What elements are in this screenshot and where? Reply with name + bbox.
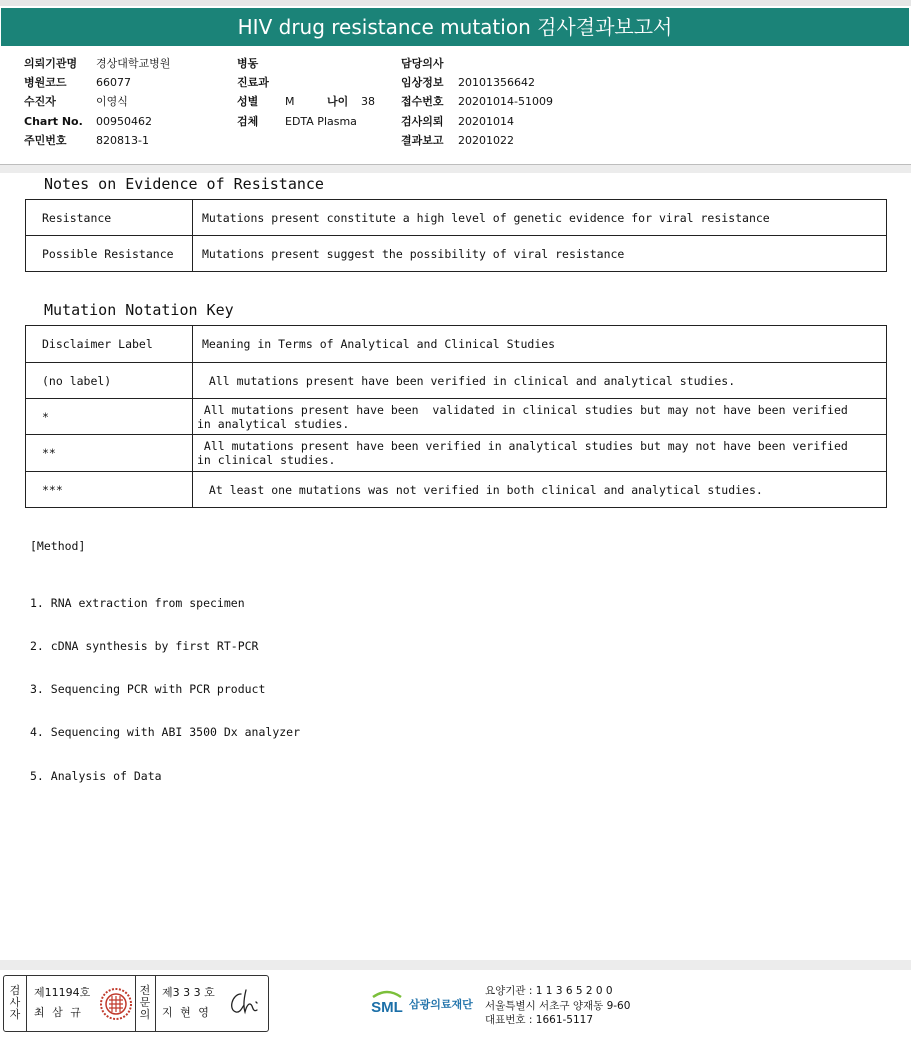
tester-license: 제11194호 bbox=[34, 986, 91, 999]
specialist-role: 전 문 의 bbox=[139, 984, 151, 1021]
header-separator bbox=[0, 164, 911, 173]
info-row bbox=[401, 131, 553, 150]
tester-name: 최 삼 규 bbox=[34, 1006, 83, 1019]
info-value: 이영식 bbox=[96, 95, 128, 109]
info-value: 20201014-51009 bbox=[458, 95, 553, 109]
logo-text: SML bbox=[371, 999, 403, 1016]
method-step: 3. Sequencing PCR with PCR product bbox=[30, 682, 266, 697]
footer-separator bbox=[0, 960, 911, 970]
info-label: 의뢰기관명 bbox=[24, 57, 78, 70]
notes-label-cell: Resistance bbox=[26, 200, 193, 236]
handwritten-signature bbox=[226, 988, 264, 1018]
notes-text-cell: Mutations present constitute a high level of genetic evidence for viral resistance bbox=[193, 200, 887, 236]
info-label: 임상정보 bbox=[401, 76, 444, 90]
top-border bbox=[0, 0, 911, 6]
info-label: 주민번호 bbox=[24, 133, 67, 147]
divider bbox=[26, 976, 27, 1031]
key-heading: Mutation Notation Key bbox=[44, 301, 234, 319]
key-text-cell: All mutations present have been verified in clinical and analytical studies. bbox=[193, 363, 887, 399]
info-label: 진료과 bbox=[237, 76, 269, 90]
contact-line: 대표번호 : 1661-5117 bbox=[485, 1014, 594, 1026]
info-row bbox=[24, 54, 170, 73]
tester-role: 검 사 자 bbox=[9, 984, 21, 1021]
specialist-license: 제3 3 3 호 bbox=[162, 986, 215, 999]
info-value: 00950462 bbox=[96, 114, 152, 128]
table-row bbox=[26, 236, 887, 272]
key-label-cell: (no label) bbox=[26, 363, 193, 399]
age-value: 38 bbox=[361, 95, 375, 109]
info-label: 접수번호 bbox=[401, 95, 444, 109]
report-title: HIV drug resistance mutation 검사결과보고서 bbox=[1, 8, 909, 46]
notes-heading: Notes on Evidence of Resistance bbox=[44, 175, 324, 193]
info-value: 66077 bbox=[96, 76, 131, 90]
info-label: 담당의사 bbox=[401, 57, 444, 70]
info-value: 경상대학교병원 bbox=[96, 57, 171, 70]
key-text-cell: All mutations present have been verified in analytical studies but may not have been verified in clinical studies. bbox=[193, 435, 887, 472]
divider bbox=[135, 976, 136, 1031]
info-value: 20101356642 bbox=[458, 76, 535, 90]
info-label: 검사의뢰 bbox=[401, 114, 444, 128]
info-value: 20201022 bbox=[458, 133, 514, 147]
info-row bbox=[237, 73, 375, 92]
info-row bbox=[401, 92, 553, 111]
table-row bbox=[26, 200, 887, 236]
method-heading: [Method] bbox=[30, 539, 86, 553]
notes-text-cell: Mutations present suggest the possibility of viral resistance bbox=[193, 236, 887, 272]
patient-info-col1 bbox=[24, 54, 170, 150]
table-row bbox=[26, 363, 887, 399]
key-text-cell: All mutations present have been validated in clinical studies but may not have been verified in analytical studies. bbox=[193, 399, 887, 435]
info-value: EDTA Plasma bbox=[285, 114, 357, 128]
info-row bbox=[401, 54, 553, 73]
contact-line: 서울특별시 서초구 양재동 9-60 bbox=[485, 999, 631, 1012]
table-row bbox=[26, 399, 887, 435]
info-value: 20201014 bbox=[458, 114, 514, 128]
info-row bbox=[24, 73, 170, 92]
info-row bbox=[237, 92, 375, 111]
org-contact bbox=[485, 984, 630, 1028]
info-label: 검체 bbox=[237, 114, 259, 128]
info-label: 병원코드 bbox=[24, 76, 67, 90]
method-step: 2. cDNA synthesis by first RT-PCR bbox=[30, 639, 259, 654]
method-step: 1. RNA extraction from specimen bbox=[30, 595, 245, 610]
key-label-cell: Disclaimer Label bbox=[26, 326, 193, 363]
info-row bbox=[237, 54, 375, 73]
specialist-name: 지 현 영 bbox=[162, 1006, 211, 1019]
info-row bbox=[24, 131, 170, 150]
info-row bbox=[401, 73, 553, 92]
key-table bbox=[25, 325, 887, 508]
info-row bbox=[237, 112, 375, 131]
notes-table bbox=[25, 199, 887, 272]
divider bbox=[155, 976, 156, 1031]
info-label: 성별 bbox=[237, 95, 259, 109]
key-label-cell: *** bbox=[26, 472, 193, 508]
info-row bbox=[401, 112, 553, 131]
notes-label-cell: Possible Resistance bbox=[26, 236, 193, 272]
key-label-cell: * bbox=[26, 399, 193, 435]
info-label: 결과보고 bbox=[401, 133, 444, 147]
sml-logo-icon bbox=[367, 985, 407, 1025]
info-value: 820813-1 bbox=[96, 133, 149, 147]
key-text-cell: Meaning in Terms of Analytical and Clinical Studies bbox=[193, 326, 887, 363]
signature-box bbox=[3, 975, 269, 1032]
info-value: M bbox=[285, 95, 295, 109]
seal-stamp-icon bbox=[99, 987, 133, 1021]
key-text-cell: At least one mutations was not verified in both clinical and analytical studies. bbox=[193, 472, 887, 508]
table-row bbox=[26, 472, 887, 508]
info-label: 수진자 bbox=[24, 95, 56, 109]
info-label: 병동 bbox=[237, 57, 259, 70]
table-row bbox=[26, 435, 887, 472]
contact-line: 요양기관 : 1 1 3 6 5 2 0 0 bbox=[485, 985, 613, 997]
org-name: 삼광의료재단 bbox=[409, 998, 473, 1011]
patient-info-col3 bbox=[401, 54, 553, 150]
key-label-cell: ** bbox=[26, 435, 193, 472]
info-row bbox=[24, 92, 170, 111]
method-list bbox=[30, 567, 300, 798]
table-row bbox=[26, 326, 887, 363]
method-step: 5. Analysis of Data bbox=[30, 768, 162, 783]
info-label: Chart No. bbox=[24, 114, 83, 128]
method-step: 4. Sequencing with ABI 3500 Dx analyzer bbox=[30, 725, 301, 740]
info-row bbox=[24, 112, 170, 131]
patient-info-col2 bbox=[237, 54, 375, 131]
age-label: 나이 bbox=[327, 95, 349, 109]
